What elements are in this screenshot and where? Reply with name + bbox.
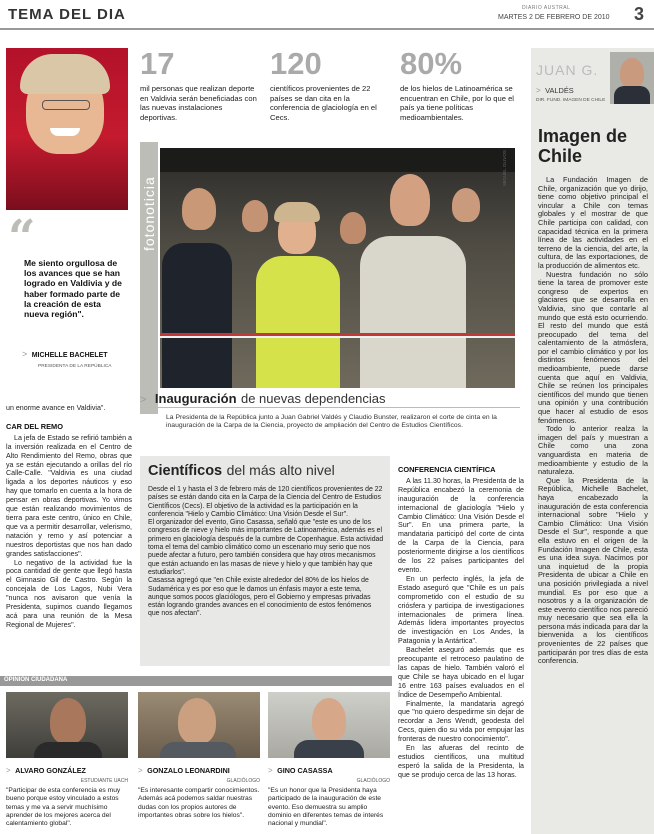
column-body — [538, 176, 648, 666]
fotonoticia-label: fotonoticia — [141, 176, 157, 251]
quote-text: Me siento orgullosa de los avances que se han logrado en Valdivia y de haber formado parte de la creación de esta nueva región". — [24, 258, 122, 320]
quote-name: MICHELLE BACHELET — [31, 352, 108, 359]
stat-text: de los hielos de Latinoamérica se encuentran en Chile, por lo que el país ya tiene políticas medioambientales. — [400, 84, 514, 122]
left-article — [6, 404, 132, 630]
chevron-icon: > — [140, 394, 147, 406]
quote-attribution — [22, 344, 130, 369]
portrait-hair — [20, 54, 110, 94]
column-author-role: DIR. FUND. IMAGEN DE CHILE — [536, 98, 606, 103]
stat-text: mil personas que realizan deporte en Valdivia serán beneficiadas con las nuevas instalaciones deportivas. — [140, 84, 257, 122]
column-author-last — [536, 80, 574, 98]
photo-title — [140, 390, 520, 408]
chevron-icon: > — [22, 349, 28, 359]
opinion-text: "Es un honor que la Presidenta haya participado de la inauguración de este evento. Eso demuestra su amplio dominio en diferentes temas de interés nacional y mundial". — [268, 787, 384, 828]
person-hair-woman — [274, 202, 320, 222]
stat-block-1 — [140, 48, 260, 122]
column-author-lastname: VALDÉS — [545, 86, 574, 95]
opinion-person-2 — [138, 760, 260, 820]
box-title-rest: del más alto nivel — [226, 462, 335, 478]
stat-number: 120 — [270, 46, 322, 81]
box-paragraph: El organizador del evento, Gino Casassa, señaló que "este es uno de los congresos de nieve y hielo más importantes de Latinoamérica, además es el primero en glaciología después de la cumbre de Copenhague. Esta actividad toma el tema del cambio climático como un escenario muy serio que nos puede afectar a futuro, pero también considera que hay otros mecanismos que están actuando en las masas de nieve y hielo y que también hay que estudiarlos". — [148, 519, 384, 576]
page-number: 3 — [634, 4, 645, 24]
author-face — [620, 58, 644, 88]
opinion-person-3 — [268, 760, 390, 828]
section-title: TEMA DEL DIA — [8, 6, 126, 23]
right-article — [398, 466, 524, 780]
stat-number: 80% — [400, 46, 463, 81]
opinion-photo-1 — [6, 692, 128, 758]
stat-block-3 — [400, 48, 525, 122]
person-yellow-jacket — [256, 256, 340, 388]
opinion-photo-3 — [268, 692, 390, 758]
right-article-subhead: CONFERENCIA CIENTÍFICA — [398, 465, 496, 474]
right-article-paragraph: Bachelet aseguró además que es preocupante el retroceso paulatino de las capas de hielo. También valoró el que Chile se haya ubicado en el lugar 16 entre 163 países evaluados en el Índice de Desempeño Ambiental. — [398, 646, 524, 699]
opinion-role: ESTUDIANTE UACH — [80, 778, 128, 784]
page-header — [0, 0, 654, 30]
left-article-continuation: un enorme avance en Valdivia". — [6, 404, 106, 412]
opinion-face-3 — [312, 698, 346, 742]
portrait-glasses — [42, 100, 90, 110]
stat-text: científicos provenientes de 22 países se dan cita en la conferencia de glaciología en el Cecs. — [270, 84, 377, 122]
box-title — [148, 462, 388, 480]
opinion-shirt-2 — [160, 742, 236, 758]
column-paragraph: Todo lo anterior realza la imagen del país y muestran a Chile como una zona vanguardista en materia de medioambiente y estudio de la naturaleza. — [538, 424, 648, 477]
person-face-back3 — [452, 188, 480, 222]
person-face-right — [390, 174, 430, 226]
paper-name: DIARIO AUSTRAL — [522, 5, 571, 11]
chevron-icon: > — [536, 86, 541, 95]
box-body — [148, 486, 384, 619]
chevron-icon: > — [138, 766, 143, 775]
portrait-smile — [50, 128, 80, 136]
main-news-photo — [160, 148, 515, 388]
person-white-jacket — [360, 236, 466, 388]
person-face-back2 — [340, 212, 366, 244]
opinion-text: "Es interesante compartir conocimientos. Además acá podemos saldar nuestras dudas con los propios autores de importantes obras sobre los hielos". — [138, 787, 260, 819]
photo-title-rest: de nuevas dependencias — [240, 391, 386, 406]
box-title-bold: Científicos — [148, 463, 223, 479]
column-author-first: JUAN G. — [536, 62, 599, 78]
column-paragraph: La Fundación Imagen de Chile, organización que yo dirijo, tiene como objetivo principal el vincular a Chile con temas globales y el mostrar de que Chile participa con calidad, con capacidad técnica en la primera línea de las actividades en el terreno de la ciencia, del arte, la cultura, de las exportaciones, de la producción de alimentos etc. — [538, 175, 648, 270]
column-paragraph: Que la Presidenta de la República, Michelle Bachelet, haya encabezado la inauguración de esta conferencia internacional sobre "Hielo y Cambio Climático: Una Visión Desde el Sur", responde a que ella estuvo en el origen de la Fundación Imagen de Chile, esta es una idea suya. Nacimos por una inquietud de la propia Presidenta de ubicar a Chile en una posición privilegiada a nivel mundial. Es por eso que a nosotros y a la organización de este evento científico nos pareció muy necesario que sea ella la persona más indicada para dar la bienvenida a los científicos provenientes de 22 países que participarán por tres días de esta conferencia. — [538, 475, 648, 666]
box-paragraph: Casassa agregó que "en Chile existe alrededor del 80% de los hielos de Sudamérica y es por eso que le damos un énfasis mayor a este tema, aunque somos pocos glaciólogos, pero el Gobierno y empresas privadas están logrando grandes avances en el conocimiento de estos fenómenos que nos afectan". — [148, 577, 372, 618]
left-article-paragraph: La jefa de Estado se refirió también a la inversión realizada en el Centro de Alto Rendimiento del Remo, obras que ya se están ejecutando a orillas del río Calle-Calle. "Valdivia es una ciudad ligada a los deportes náuticos y eso hay que tomarlo en cuenta a la hora de pensar en obras deportivas. Yo vimos que están realizando movimientos de tierra para este centro, único en Chile, que va a permitir desarrollar, velerismo, natación y remo y así potenciar a nuestros deportistas que nos han dado grandes satisfacciones". — [6, 433, 132, 558]
quote-marks-icon: “ — [8, 210, 36, 266]
person-suit-left — [162, 243, 232, 388]
opinion-photo-2 — [138, 692, 260, 758]
opinion-bar — [0, 676, 392, 686]
right-article-paragraph: Finalmente, la mandataria agregó que "no quiero despedirme sin dejar de recordar a Jens Wendt, geodesta del Cecs, quien dio su vida por empujar las fronteras de nuestro conocimiento". — [398, 699, 524, 744]
opinion-role: GLACIÓLOGO — [356, 778, 390, 784]
right-article-paragraph: En las afueras del recinto de estudios científicos, una multitud esperó la salida de la Presidenta, la que se produjo cerca de las 13 horas. — [398, 744, 524, 779]
column-paragraph: Nuestra fundación no sólo tiene la tarea de promover este congreso de expertos en glaciares que se desarrolla en Valdivia, sino que contarle al mundo que está esto ocurriendo. El resto del mundo que está preocupado del tema del calentamiento de la atmósfera, por el cambio climático y por los distintos fenómenos del medioambiente, puede darse cuenta que aquí en Valdivia, Chile se reúnen los principales científicos del mundo que tienen una opinión y una contribución que hacer al estudio de esos fenómenos. — [538, 269, 648, 425]
opinion-person-1 — [6, 760, 128, 828]
issue-date: MARTES 2 DE FEBRERO DE 2010 — [498, 14, 610, 21]
chevron-icon: > — [268, 766, 273, 775]
author-suit — [614, 86, 650, 104]
chevron-icon: > — [6, 766, 11, 775]
photo-title-bold: Inauguración — [154, 391, 237, 406]
opinion-text: "Participar de esta conferencia es muy bueno porque estoy vinculado a estos temas y me va a servir muchísimo aprender de los mejores acerca del calentamiento global". — [6, 787, 121, 828]
ribbon-white — [160, 336, 515, 338]
opinion-bar-label: OPINIÓN CIUDADANA — [4, 677, 68, 683]
opinion-face-1 — [50, 698, 86, 744]
opinion-face-2 — [178, 698, 216, 744]
stat-number: 17 — [140, 46, 175, 81]
right-article-paragraph: En un perfecto inglés, la jefa de Estado aseguró que "Chile es un país comprometido con el estudio de su criósfera y participa de investigaciones internacionales de primera línea. Además lidera importantes proyectos de investigación en Los Andes, la Patagonia y la Antártica". — [398, 574, 524, 646]
person-face-back1 — [242, 200, 268, 232]
photo-caption: La Presidenta de la República junto a Juan Gabriel Valdés y Claudio Bunster, realizaron el corte de cinta en la inauguración de la Carpa de la Ciencia, proyecto de ampliación del Centro de Estudios Científicos. — [166, 414, 497, 430]
fotonoticia-label-bar — [140, 142, 158, 414]
stat-block-2 — [270, 48, 390, 122]
photo-credit: MIGUEL OLIVOS — [502, 150, 507, 186]
photo-ceiling-light — [160, 148, 515, 172]
opinion-name: GINO CASASSA — [277, 766, 333, 775]
portrait-bachelet — [6, 48, 128, 210]
opinion-shirt-1 — [34, 742, 102, 758]
left-article-paragraph: Lo negativo de la actividad fue la poca cantidad de gente que llegó hasta el Gimnasio Gil de Castro. Según la concejala de Los Lagos, Nubi Vera "nunca nos avisaron que venía la Presidenta, supimos cuando llegamos acá para una reunión de la Mesa Regional de Mujeres". — [6, 558, 132, 629]
opinion-role: GLACIÓLOGO — [226, 778, 260, 784]
box-paragraph: Desde el 1 y hasta el 3 de febrero más de 120 científicos provenientes de 22 países se están dando cita en la Carpa de la Ciencia del Centro de Estudios Científicos (Cecs). El objetivo de la actividad es la participación en la conferencia "Hielo y Cambio Climático: Una Visión Desde el Sur". — [148, 486, 383, 518]
quote-role: PRESIDENTA DE LA REPÚBLICA — [38, 364, 112, 369]
column-author-photo — [610, 52, 654, 104]
scientists-box — [140, 456, 390, 666]
left-article-subhead: CAR DEL REMO — [6, 421, 63, 431]
column-title: Imagen de Chile — [538, 126, 628, 166]
opinion-name: GONZALO LEONARDINI — [147, 766, 230, 775]
opinion-shirt-3 — [294, 740, 364, 758]
opinion-name: ALVARO GONZÁLEZ — [15, 766, 86, 775]
right-article-paragraph: A las 11.30 horas, la Presidenta de la República encabezó la ceremonia de inauguración de la conferencia internacional de glaciología "Hielo y Cambio Climático: Una Visión Desde el Sur". En una primera parte, la mandataria participó del corte de cinta de la Carpa de la Ciencia, para posteriormente dirigirse a los científicos de los 22 países participantes del evento. — [398, 476, 524, 574]
person-face-left — [182, 188, 216, 230]
